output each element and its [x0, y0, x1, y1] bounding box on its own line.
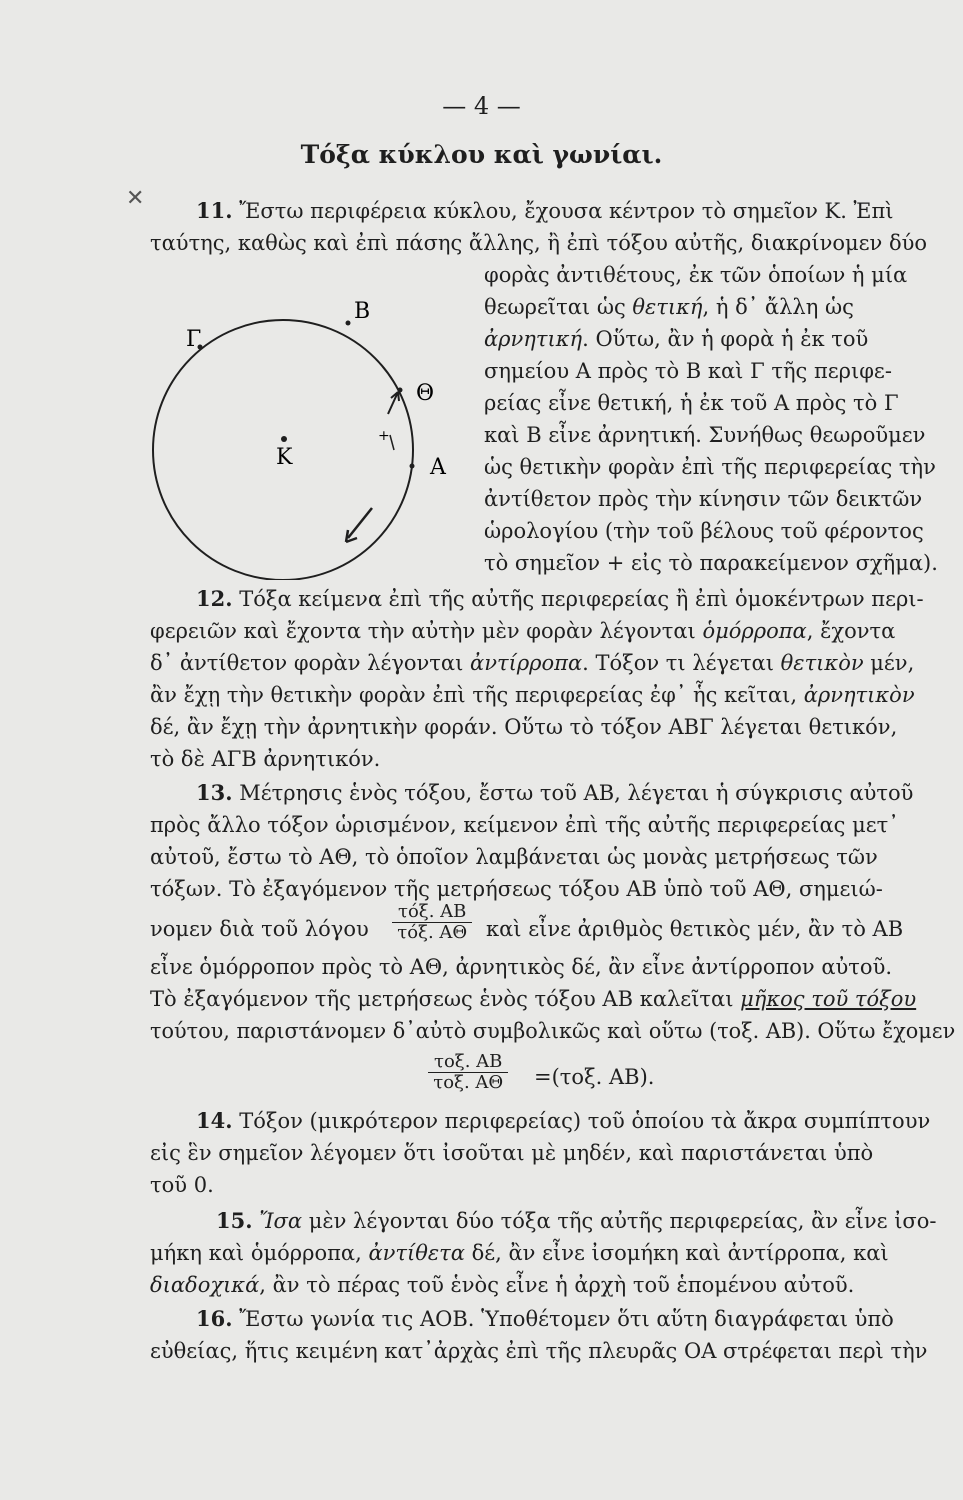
ratio-numerator: τόξ. ΑΒ — [392, 902, 472, 923]
p15-line-2: μήκη καὶ ὁμόρροπα, ἀντίθετα δέ, ἂν εἶνε ἰσομήκη καὶ ἀντίρροπα, καὶ — [150, 1241, 889, 1265]
label-k: Κ — [276, 445, 293, 470]
p11-line-3: φορὰς ἀντιθέτους, ἐκ τῶν ὁποίων ἡ μία — [484, 263, 908, 287]
p15-number: 15. — [216, 1208, 253, 1233]
p12-line-4: ἂν ἔχῃ τὴν θετικὴν φορὰν ἐπὶ τῆς περιφερείας ἐφ᾽ ἧς κεῖται, ἀρνητικὸν — [150, 683, 915, 707]
point-b-dot — [346, 321, 351, 326]
equation-rhs: =(τοξ. ΑΒ). — [534, 1065, 655, 1089]
ratio-denominator: τόξ. ΑΘ — [397, 922, 468, 943]
p16-line-1: 16. Ἔστω γωνία τις ΑΟΒ. Ὑποθέτομεν ὅτι αὕτη διαγράφεται ὑπὸ — [196, 1306, 894, 1331]
margin-cross-mark: ✕ — [126, 186, 145, 211]
p12-line-6: τὸ δὲ ΑΓΒ ἀρνητικόν. — [150, 747, 381, 771]
p11-line-5: ἀρνητική. Οὕτω, ἂν ἡ φορὰ ἡ ἐκ τοῦ — [484, 327, 869, 351]
p16-line-2: εὐθείας, ἥτις κειμένη κατ᾽ἀρχὰς ἐπὶ τῆς πλευρᾶς ΟΑ στρέφεται περὶ τὴν — [150, 1339, 928, 1363]
page-number: — 4 — — [442, 92, 521, 120]
p11-line-12: τὸ σημεῖον + εἰς τὸ παρακείμενον σχῆμα). — [484, 551, 938, 575]
p13-line-5b: καὶ εἶνε ἀριθμὸς θετικὸς μέν, ἂν τὸ ΑΒ — [486, 917, 904, 941]
equation-fraction — [428, 1052, 508, 1093]
p13-line-6: εἶνε ὁμόρροπον πρὸς τὸ ΑΘ, ἀρνητικὸς δέ, ἂν εἶνε ἀντίρροπον αὐτοῦ. — [150, 955, 893, 979]
p11-line-6: σημείου Α πρὸς τὸ Β καὶ Γ τῆς περιφε- — [484, 359, 892, 383]
p12-number: 12. — [196, 586, 233, 611]
point-a-dot — [410, 464, 415, 469]
p11-line-2: ταύτης, καθὼς καὶ ἐπὶ πάσης ἄλλης, ἢ ἐπὶ τόξου αὐτῆς, διακρίνομεν δύο — [150, 231, 928, 255]
p13-line-8: τούτου, παριστάνομεν δ᾽αὐτὸ συμβολικῶς καὶ οὕτω (τοξ. ΑΒ). Οὕτω ἔχομεν — [150, 1019, 956, 1043]
p13-line-7: Τὸ ἐξαγόμενον τῆς μετρήσεως ἑνὸς τόξου ΑΒ καλεῖται μῆκος τοῦ τόξου — [150, 987, 917, 1011]
p13-line-3: αὐτοῦ, ἔστω τὸ ΑΘ, τὸ ὁποῖον λαμβάνεται ὡς μονὰς μετρήσεως τῶν — [150, 845, 878, 869]
p11-line-8: καὶ Β εἶνε ἀρνητική. Συνήθως θεωροῦμεν — [484, 423, 926, 447]
p13-line-5a: νομεν διὰ τοῦ λόγου — [150, 917, 369, 941]
p12-line-2: φερειῶν καὶ ἔχοντα τὴν αὐτὴν μὲν φορὰν λέγονται ὁμόρροπα, ἔχοντα — [150, 619, 896, 643]
ratio-fraction — [392, 902, 472, 943]
label-b: Β — [354, 299, 371, 324]
p16-number: 16. — [196, 1306, 233, 1331]
point-k-dot — [281, 436, 287, 442]
p15-line-3: διαδοχικά, ἂν τὸ πέρας τοῦ ἑνὸς εἶνε ἡ ἀρχὴ τοῦ ἑπομένου αὐτοῦ. — [150, 1273, 855, 1297]
section-title: Τόξα κύκλου καὶ γωνίαι. — [300, 140, 663, 169]
circle-figure — [150, 290, 480, 580]
p12-line-3: δ᾽ ἀντίθετον φορὰν λέγονται ἀντίρροπα. Τόξον τι λέγεται θετικὸν μέν, — [150, 651, 915, 675]
p14-line-3: τοῦ 0. — [150, 1173, 214, 1197]
label-g: Γ — [186, 327, 202, 352]
label-th: Θ — [416, 381, 435, 406]
p11-line-9: ὡς θετικὴν φορὰν ἐπὶ τῆς περιφερείας τὴν — [484, 455, 936, 479]
p12-line-1: 12. Τόξα κείμενα ἐπὶ τῆς αὐτῆς περιφερείας ἢ ἐπὶ ὁμοκέντρων περι- — [196, 586, 924, 611]
equation-numerator: τοξ. ΑΒ — [428, 1052, 508, 1073]
p13-line-4: τόξων. Τὸ ἐξαγόμενον τῆς μετρήσεως τόξου ΑΒ ὑπὸ τοῦ ΑΘ, σημειώ- — [150, 877, 883, 901]
p13-line-2: πρὸς ἄλλο τόξον ὡρισμένον, κείμενον ἐπὶ τῆς αὐτῆς περιφερείας μετ᾽ — [150, 813, 899, 837]
p13-number: 13. — [196, 780, 233, 805]
plus-tick — [390, 435, 394, 450]
p11-number: 11. — [196, 198, 233, 223]
p11-line-7: ρείας εἶνε θετική, ἡ ἐκ τοῦ Α πρὸς τὸ Γ — [484, 391, 899, 415]
p14-line-2: εἰς ἓν σημεῖον λέγομεν ὅτι ἰσοῦται μὲ μηδέν, καὶ παριστάνεται ὑπὸ — [150, 1141, 874, 1165]
p13-line-1: 13. Μέτρησις ἑνὸς τόξου, ἔστω τοῦ ΑΒ, λέγεται ἡ σύγκρισις αὐτοῦ — [196, 780, 914, 805]
p15-line-1: 15. Ἴσα μὲν λέγονται δύο τόξα τῆς αὐτῆς περιφερείας, ἂν εἶνε ἰσο- — [216, 1208, 937, 1233]
point-th-dot — [398, 388, 403, 393]
p12-line-5: δέ, ἂν ἔχῃ τὴν ἀρνητικὴν φοράν. Οὕτω τὸ τόξον ΑΒΓ λέγεται θετικόν, — [150, 715, 898, 739]
p14-line-1: 14. Τόξον (μικρότερον περιφερείας) τοῦ ὁποίου τὰ ἄκρα συμπίπτουν — [196, 1108, 931, 1133]
label-a: Α — [430, 455, 446, 480]
p11-line-10: ἀντίθετον πρὸς τὴν κίνησιν τῶν δεικτῶν — [484, 487, 923, 511]
p14-number: 14. — [196, 1108, 233, 1133]
p11-line-1: 11. Ἔστω περιφέρεια κύκλου, ἔχουσα κέντρον τὸ σημεῖον Κ. Ἐπὶ — [196, 198, 894, 223]
p11-line-11: ὡρολογίου (τὴν τοῦ βέλους τοῦ φέροντος — [484, 519, 924, 543]
equation-denominator: τοξ. ΑΘ — [433, 1072, 504, 1093]
p11-line-4: θεωρεῖται ὡς θετική, ἡ δ᾽ ἄλλη ὡς — [484, 295, 854, 319]
arrow-bottom — [348, 508, 372, 538]
label-plus: + — [378, 428, 390, 444]
